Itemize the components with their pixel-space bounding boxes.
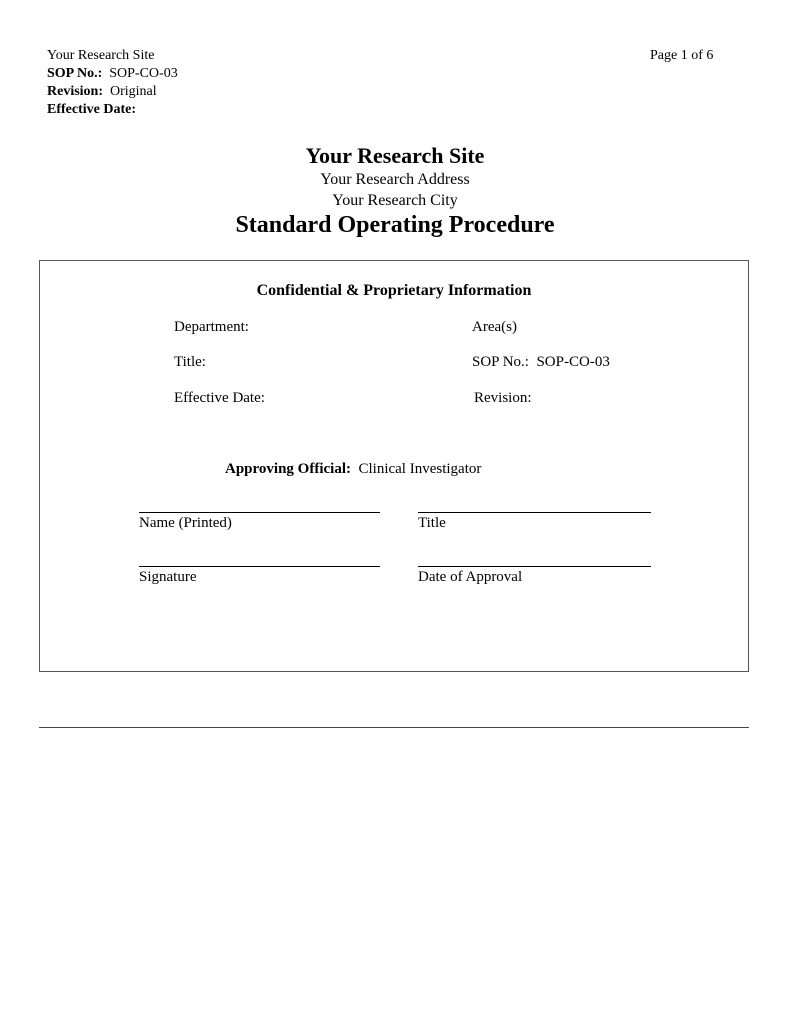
header-effective-date: Effective Date:: [47, 102, 137, 117]
name-printed-label: Name (Printed): [139, 515, 232, 531]
title-label: Title:: [174, 354, 206, 370]
date-approval-label: Date of Approval: [418, 569, 523, 585]
header-revision-label: Revision:: [47, 84, 103, 99]
title-sig-label: Title: [418, 515, 446, 531]
box-heading: Confidential & Proprietary Information: [256, 282, 532, 299]
title-signature-line: [418, 512, 651, 513]
signature-line: [139, 566, 380, 567]
box-sop-value: SOP-CO-03: [536, 354, 610, 370]
site-name-title: Your Research Site: [305, 143, 485, 168]
areas-label: Area(s): [472, 319, 517, 335]
approval-box: [39, 260, 749, 672]
name-signature-line: [139, 512, 380, 513]
header-sop: [47, 65, 178, 83]
approving-official: [225, 461, 481, 478]
header-revision-value: Original: [110, 84, 157, 99]
page-number: Page 1 of 6: [650, 48, 714, 63]
header-sop-value: SOP-CO-03: [109, 66, 178, 81]
effective-date-label: Effective Date:: [174, 390, 265, 406]
signature-label: Signature: [139, 569, 197, 585]
site-address: Your Research Address: [320, 171, 470, 188]
site-city: Your Research City: [332, 192, 458, 209]
document-title: Standard Operating Procedure: [235, 212, 555, 238]
approving-official-value: Clinical Investigator: [358, 461, 482, 477]
revision-label: Revision:: [474, 390, 532, 406]
approving-official-label: Approving Official:: [225, 461, 351, 477]
header-site: Your Research Site: [47, 48, 155, 63]
sop-no-field: [472, 354, 610, 371]
department-label: Department:: [174, 319, 249, 335]
box-sop-label: SOP No.:: [472, 354, 529, 370]
date-line: [418, 566, 651, 567]
header-revision: [47, 83, 157, 101]
section-divider: [39, 727, 749, 728]
header-sop-label: SOP No.:: [47, 66, 103, 81]
